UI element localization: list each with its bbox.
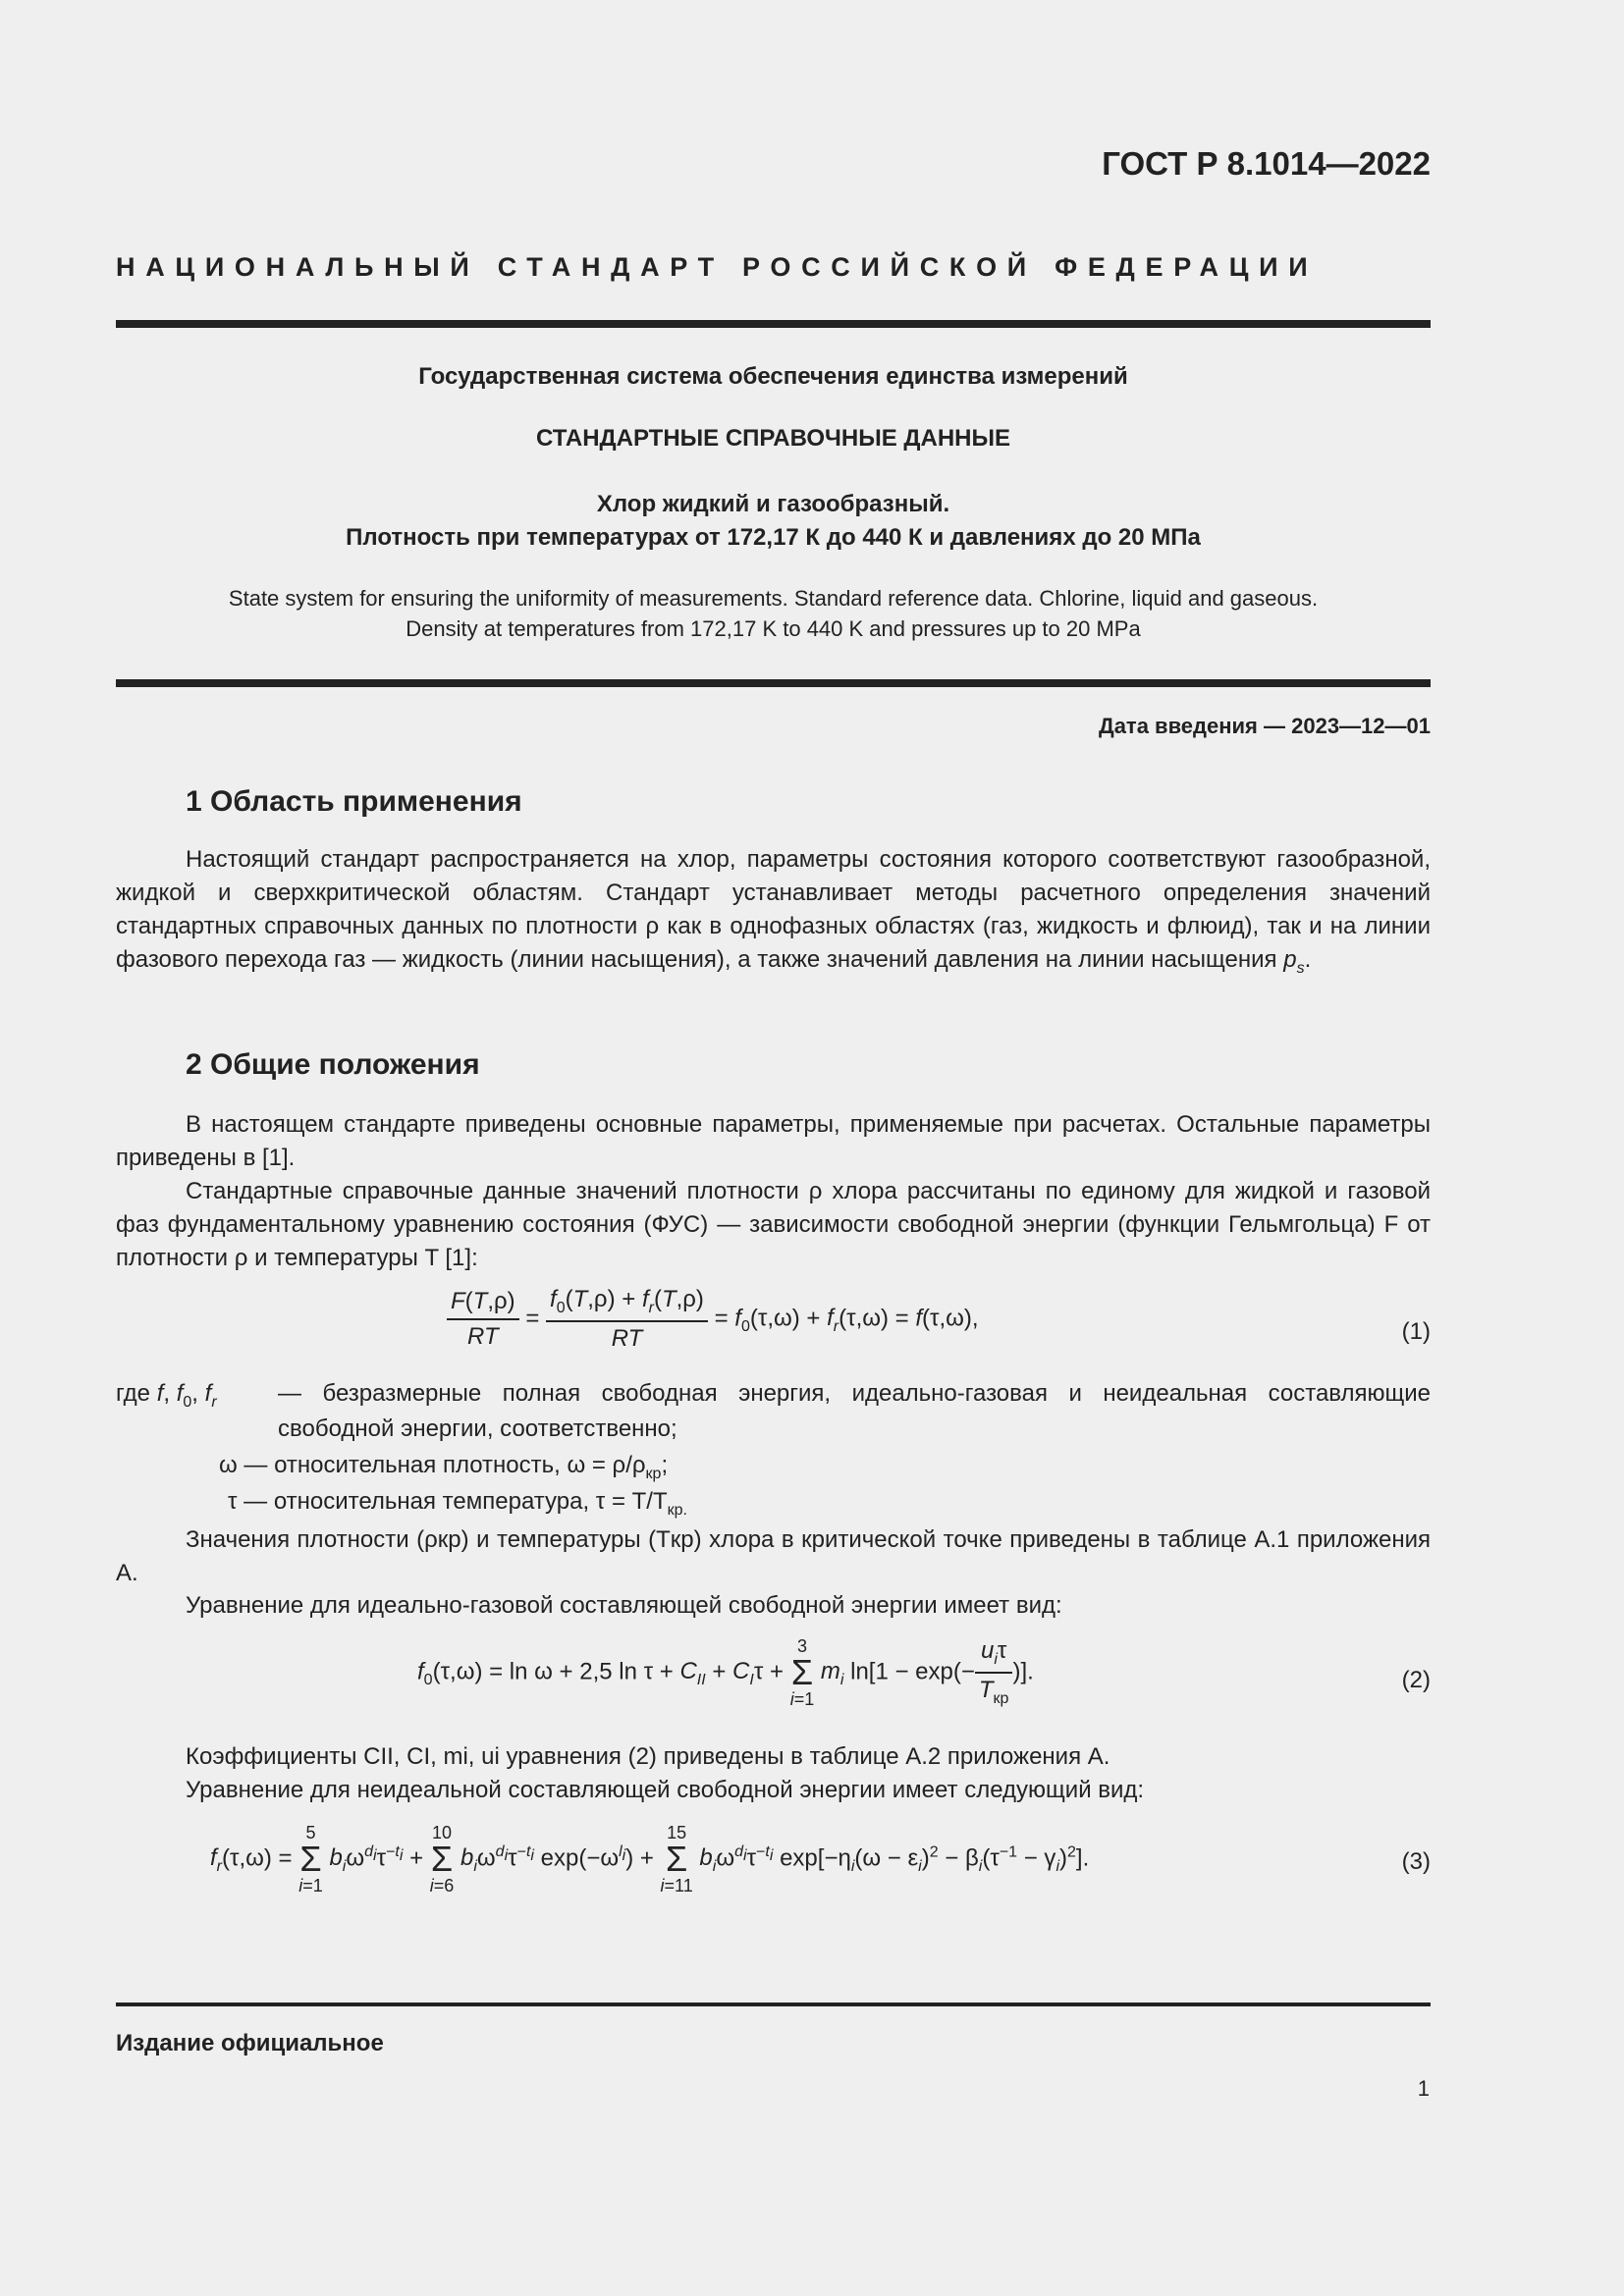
title-bottom-rule (116, 679, 1431, 687)
title-line-1: Хлор жидкий и газообразный. (596, 491, 950, 517)
page-number: 1 (1417, 2076, 1430, 2101)
section-2-paragraph-2: Стандартные справочные данные значений плотности ρ хлора рассчитаны по единому для жидкой и газовой фаз фундаментальному уравнению состояния (ФУС) — зависимости свободной энергии (функции Гельмгольца) F от плотности ρ и температуры T [1]: (116, 1178, 1431, 1271)
section-2-paragraph-5: Коэффициенты CII, CI, mi, ui уравнения (2) приведены в таблице А.2 приложения А. (186, 1743, 1110, 1770)
system-title: Государственная система обеспечения единства измерений (418, 363, 1128, 390)
english-title (116, 583, 1431, 644)
equation-3-number: (3) (1401, 1848, 1431, 1875)
definitions-where: где f, $f_0$, $f_r$ (116, 1380, 217, 1411)
footer-rule (116, 2002, 1431, 2006)
definition-omega: ω — относительная плотность, $\omega = \rho/\rho_{кр}$; (219, 1452, 669, 1482)
title-line-2: Плотность при температурах от 172,17 К до 440 К и давлениях до 20 МПа (346, 524, 1201, 551)
top-rule (116, 320, 1431, 328)
introduction-date: Дата введения — 2023—12—01 (1099, 714, 1431, 738)
section-2-paragraph-1: В настоящем стандарте приведены основные параметры, применяемые при расчетах. Остальные параметры приведены в [1]. (116, 1111, 1431, 1171)
equation-3: $f_r(\tau,\omega)$ = 5 Σ i=1 $b_i\omega^{d_i}\tau^{-t_i}$ + 10 Σ i=6 $b_i\omega^{d_i}\tau^{-t_i}$ $\exp(-\omega^{l_i})$ + 15 Σ i=11 $b_i\omega^{d_i}\tau^{-t_i}$ $\exp[-\eta_i(\omega - \varepsilon_i)^2 - \beta_i(\tau^{-1} - \gamma_i)^2]$. (210, 1823, 1090, 1896)
national-standard-banner: НАЦИОНАЛЬНЫЙ СТАНДАРТ РОССИЙСКОЙ ФЕДЕРАЦИИ (116, 252, 1319, 282)
equation-1: $\frac{F(T,\rho)}{RT}$ = $\frac{f_0(T,\rho) + f_r(T,\rho)}{RT}$ = $f_0(\tau,\omega) + f_r(\tau,\omega) = f(\tau,\omega)$, (447, 1286, 979, 1353)
english-title-line-1: State system for ensuring the uniformity of measurements. Standard reference data. Chlorine, liquid and gaseous. (228, 586, 1319, 611)
section-2-paragraph-4: Уравнение для идеально-газовой составляющей свободной энергии имеет вид: (186, 1592, 1062, 1619)
equation-2-number: (2) (1401, 1667, 1431, 1693)
english-title-line-2: Density at temperatures from 172,17 K to 440 K and pressures up to 20 MPa (406, 616, 1141, 641)
section-2-paragraph-3: Значения плотности (ρкр) и температуры (Tкр) хлора в критической точке приведены в таблице А.1 приложения А. (116, 1526, 1431, 1586)
data-type-title: СТАНДАРТНЫЕ СПРАВОЧНЫЕ ДАННЫЕ (535, 425, 1010, 452)
section-1-heading: 1 Область применения (186, 785, 522, 818)
standard-number: ГОСТ Р 8.1014—2022 (1102, 145, 1431, 182)
edition-label: Издание официальное (116, 2030, 384, 2056)
section-1-paragraph: Настоящий стандарт распространяется на хлор, параметры состояния которого соответствуют газообразной, жидкой и сверхкритической областям. Стандарт устанавливает методы расчетного определения значений стандартных справочных данных по плотности ρ как в однофазных областях (газ, жидкость и флюид), так и на линии фазового перехода газ — жидкость (линии насыщения), а также значений давления на линии насыщения $p_s$. (116, 846, 1431, 977)
definition-tau: τ — относительная температура, $\tau = T/T_{кр.}$ (228, 1488, 687, 1519)
document-title (116, 488, 1431, 555)
section-2-paragraph-6: Уравнение для неидеальной составляющей свободной энергии имеет следующий вид: (186, 1777, 1145, 1803)
equation-2: $f_0(\tau,\omega) = \ln \omega + 2,5$ $\ln \tau + C_{II} + C_I\tau$ + 3 Σ i=1 $m_i$ ln[1 − exp(− $\frac{u_i\tau}{T_{кр}}$ )]. (417, 1636, 1034, 1709)
definition-f: — безразмерные полная свободная энергия, идеально-газовая и неидеальная составляющие свободной энергии, соответственно; (278, 1380, 1431, 1442)
equation-1-number: (1) (1401, 1318, 1431, 1345)
section-2-heading: 2 Общие положения (186, 1048, 480, 1081)
